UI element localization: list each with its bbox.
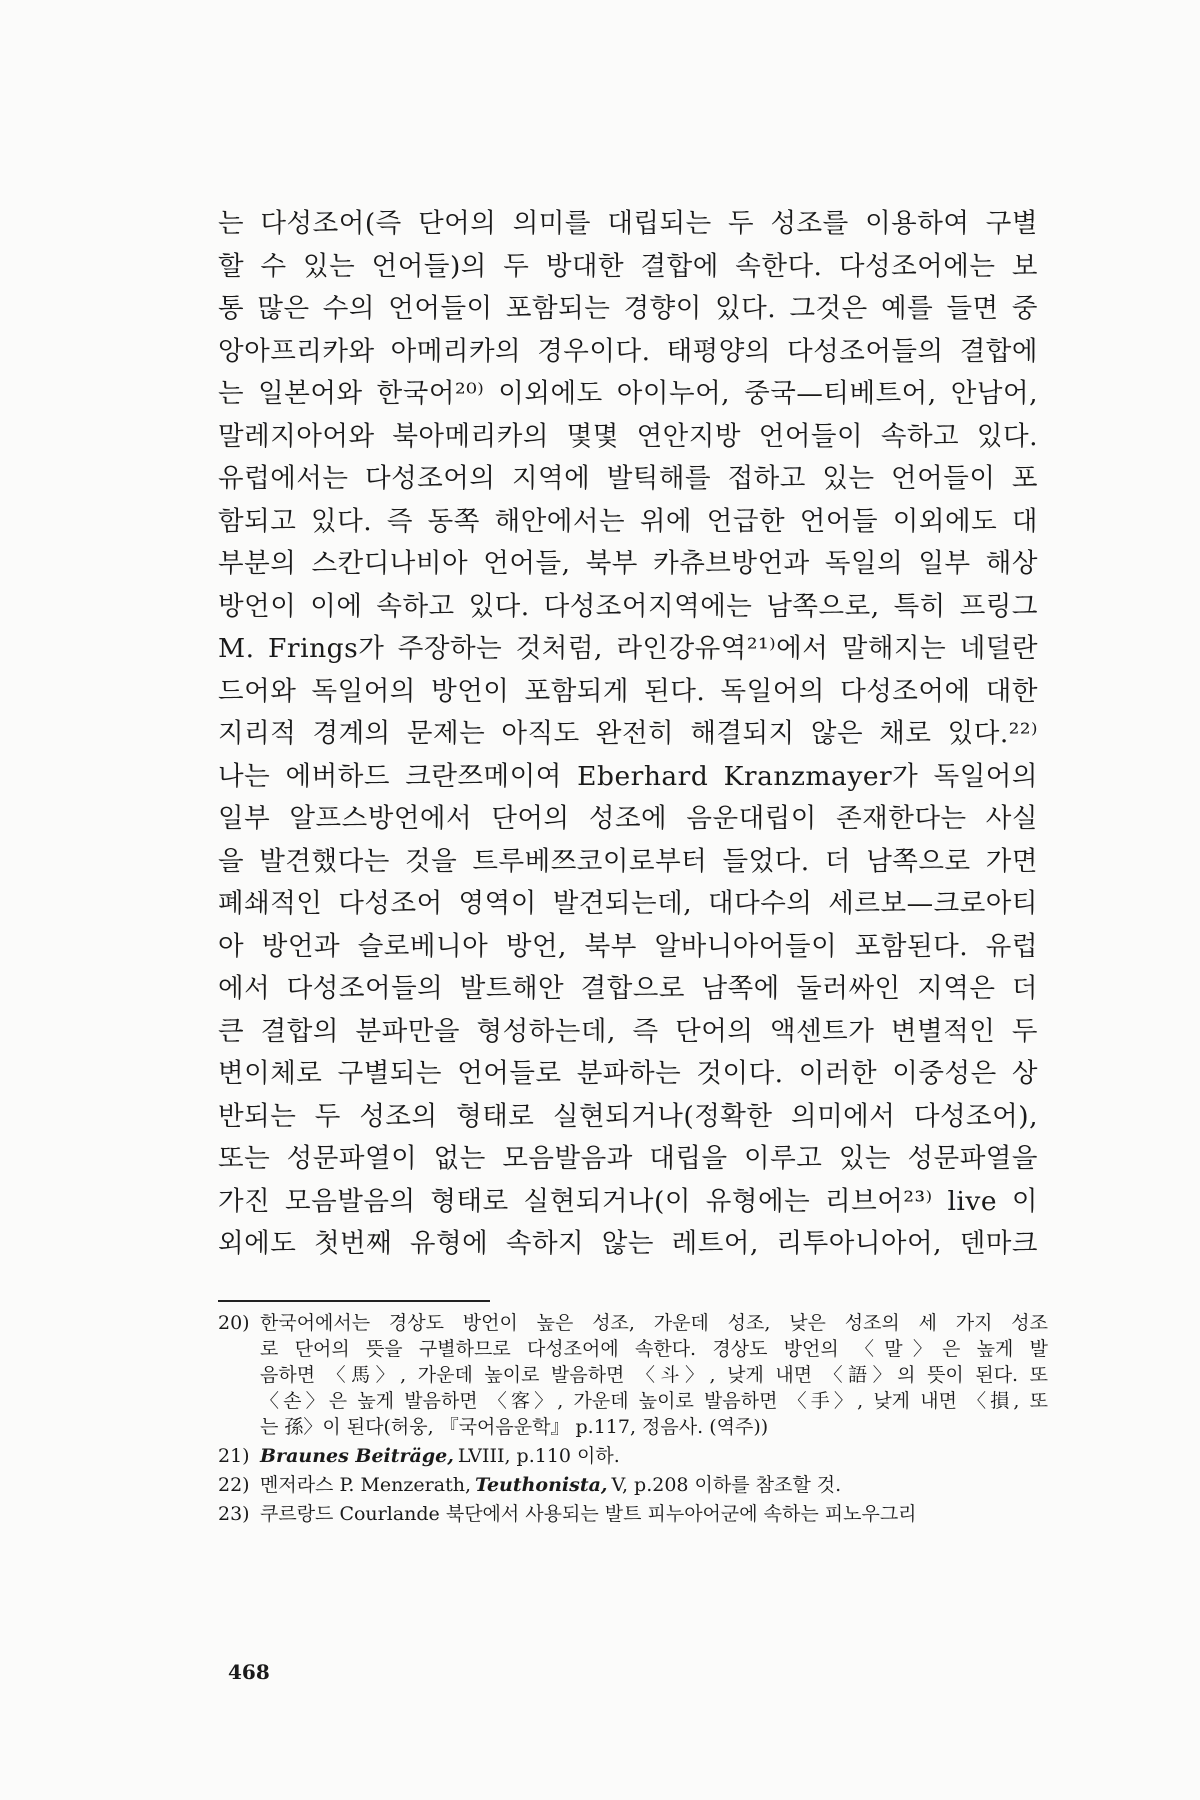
text-line: 말레지아어와 북아메리카의 몇몇 연안지방 언어들이 속하고 있다. <box>218 420 1038 452</box>
footnote-number: 20) <box>218 1312 250 1334</box>
text-line: 일부 알프스방언에서 단어의 성조에 음운대립이 존재한다는 사실 <box>218 803 1038 834</box>
footnote-22 <box>218 1472 1048 1498</box>
text-line: 에서 다성조어들의 발트해안 결합으로 남쪽에 둘러싸인 지역은 더 <box>218 973 1038 1004</box>
footnote-23 <box>218 1501 1048 1527</box>
footnote-citation: V, p.208 이하를 참조할 것. <box>611 1474 842 1496</box>
footnote-citation: LVIII, p.110 이하. <box>457 1445 620 1467</box>
footnote-line: 로 단어의 뜻을 구별하므로 다성조어에 속한다. 경상도 방언의 〈말〉은 높게 발 <box>260 1338 1048 1360</box>
page-number: 468 <box>228 1660 270 1684</box>
text-line: 아 방언과 슬로베니아 방언, 북부 알바니아어들이 포함된다. 유럽 <box>218 930 1038 962</box>
footnote-21 <box>218 1443 1048 1469</box>
text-line: 변이체로 구별되는 언어들로 분파하는 것이다. 이러한 이중성은 상 <box>218 1058 1038 1089</box>
text-line: 유럽에서는 다성조어의 지역에 발틱해를 접하고 있는 언어들이 포 <box>218 463 1038 494</box>
text-line: 나는 에버하드 크란쯔메이여 Eberhard Kranzmayer가 독일어의 <box>218 760 1038 792</box>
footnote-author: 멘저라스 P. Menzerath, <box>260 1474 471 1496</box>
text-line: 지리적 경계의 문제는 아직도 완전히 해결되지 않은 채로 있다.²²⁾ <box>218 718 1038 749</box>
footnote-number: 23) <box>218 1503 250 1525</box>
text-line: M. Frings가 주장하는 것처럼, 라인강유역²¹⁾에서 말해지는 네덜란 <box>218 633 1038 664</box>
footnote-number: 21) <box>218 1445 250 1467</box>
text-line: 드어와 독일어의 방언이 포함되게 된다. 독일어의 다성조어에 대한 <box>218 675 1038 707</box>
footnote-line: 음하면 〈馬〉, 가운데 높이로 발음하면 〈斗〉, 낮게 내면 〈語〉의 뜻이 된다. 또 <box>260 1364 1048 1386</box>
text-line: 함되고 있다. 즉 동쪽 해안에서는 위에 언급한 언어들 이외에도 대 <box>218 505 1038 537</box>
footnote-line: 〈손〉은 높게 발음하면 〈客〉, 가운데 높이로 발음하면 〈手〉, 낮게 내면 〈損, 또 <box>260 1390 1048 1412</box>
text-line: 또는 성문파열이 없는 모음발음과 대립을 이루고 있는 성문파열을 <box>218 1143 1038 1174</box>
text-line: 앙아프리카와 아메리카의 경우이다. 태평양의 다성조어들의 결합에 <box>218 335 1038 367</box>
text-line: 큰 결합의 분파만을 형성하는데, 즉 단어의 액센트가 변별적인 두 <box>218 1015 1038 1047</box>
text-line: 방언이 이에 속하고 있다. 다성조어지역에는 남쪽으로, 특히 프링그 <box>218 590 1038 622</box>
text-line: 는 일본어와 한국어²⁰⁾ 이외에도 아이누어, 중국—티베트어, 안남어, <box>218 378 1038 409</box>
footnote-journal-title: Teuthonista, <box>474 1474 608 1496</box>
text-line: 외에도 첫번째 유형에 속하지 않는 레트어, 리투아니아어, 덴마크 <box>218 1228 1038 1259</box>
footnote-line: 쿠르랑드 Courlande 북단에서 사용되는 발트 피누아어군에 속하는 피노우그리 <box>260 1503 917 1525</box>
footnote-line: 는 孫〉이 된다(허웅, 『국어음운학』 p.117, 정음사. (역주)) <box>260 1416 769 1438</box>
text-line: 는 다성조어(즉 단어의 의미를 대립되는 두 성조를 이용하여 구별 <box>218 208 1038 239</box>
body-text <box>218 203 1038 1266</box>
footnote-line: 한국어에서는 경상도 방언이 높은 성조, 가운데 성조, 낮은 성조의 세 가지 성조 <box>260 1312 1048 1334</box>
text-line: 가진 모음발음의 형태로 실현되거나(이 유형에는 리브어²³⁾ live 이 <box>218 1185 1038 1217</box>
text-line: 할 수 있는 언어들)의 두 방대한 결합에 속한다. 다성조어에는 보 <box>218 250 1038 282</box>
footnote-divider <box>218 1300 490 1302</box>
text-line: 부분의 스칸디나비아 언어들, 북부 카츄브방언과 독일의 일부 해상 <box>218 548 1038 579</box>
footnote-number: 22) <box>218 1474 250 1496</box>
footnote-20 <box>218 1310 1048 1440</box>
footnote-journal-title: Braunes Beiträge, <box>260 1445 454 1467</box>
text-line: 폐쇄적인 다성조어 영역이 발견되는데, 대다수의 세르보—크로아티 <box>218 888 1038 919</box>
text-line: 통 많은 수의 언어들이 포함되는 경향이 있다. 그것은 예를 들면 중 <box>218 293 1038 324</box>
text-line: 을 발견했다는 것을 트루베쯔코이로부터 들었다. 더 남쪽으로 가면 <box>218 845 1038 877</box>
text-line: 반되는 두 성조의 형태로 실현되거나(정확한 의미에서 다성조어), <box>218 1100 1038 1132</box>
footnotes <box>218 1310 1048 1530</box>
